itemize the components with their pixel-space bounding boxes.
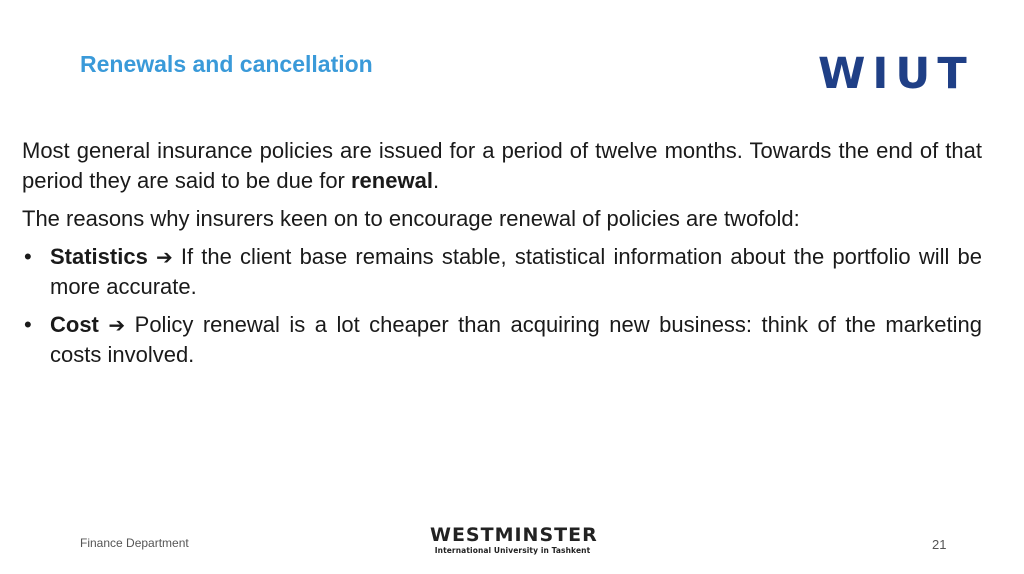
bullet-cost bbox=[22, 310, 982, 370]
paragraph-reasons: The reasons why insurers keen on to encourage renewal of policies are twofold: bbox=[22, 206, 800, 231]
page-number: 21 bbox=[932, 537, 947, 552]
slide-body bbox=[22, 136, 982, 378]
footer-department: Finance Department bbox=[80, 536, 189, 550]
arrow-right-icon: ➔ bbox=[156, 245, 173, 269]
bullet-marker: • bbox=[24, 244, 32, 269]
bullet-text: Policy renewal is a lot cheaper than acquiring new business: think of the marketing costs involved. bbox=[50, 312, 982, 367]
bullet-text: If the client base remains stable, statistical information about the portfolio will be more accurate. bbox=[50, 244, 982, 299]
bullet-marker: • bbox=[24, 312, 32, 337]
westminster-logo bbox=[430, 524, 598, 556]
bullet-term: Cost bbox=[50, 312, 99, 337]
bullet-statistics bbox=[22, 242, 982, 302]
slide-title: Renewals and cancellation bbox=[80, 51, 373, 77]
paragraph-renewal bbox=[22, 136, 982, 196]
renewal-term: renewal bbox=[351, 168, 433, 193]
arrow-right-icon: ➔ bbox=[108, 313, 126, 337]
paragraph-renewal-end: . bbox=[432, 168, 440, 193]
wiut-logo: WIUT bbox=[818, 49, 974, 99]
westminster-logo-sub: International University in Tashkent bbox=[434, 546, 591, 555]
bullet-term: Statistics bbox=[50, 244, 148, 269]
westminster-logo-main: WESTMINSTER bbox=[430, 524, 598, 546]
paragraph-renewal-text: Most general insurance policies are issued for a period of twelve months. Towards the end of that period they are said to be due for bbox=[22, 138, 982, 193]
